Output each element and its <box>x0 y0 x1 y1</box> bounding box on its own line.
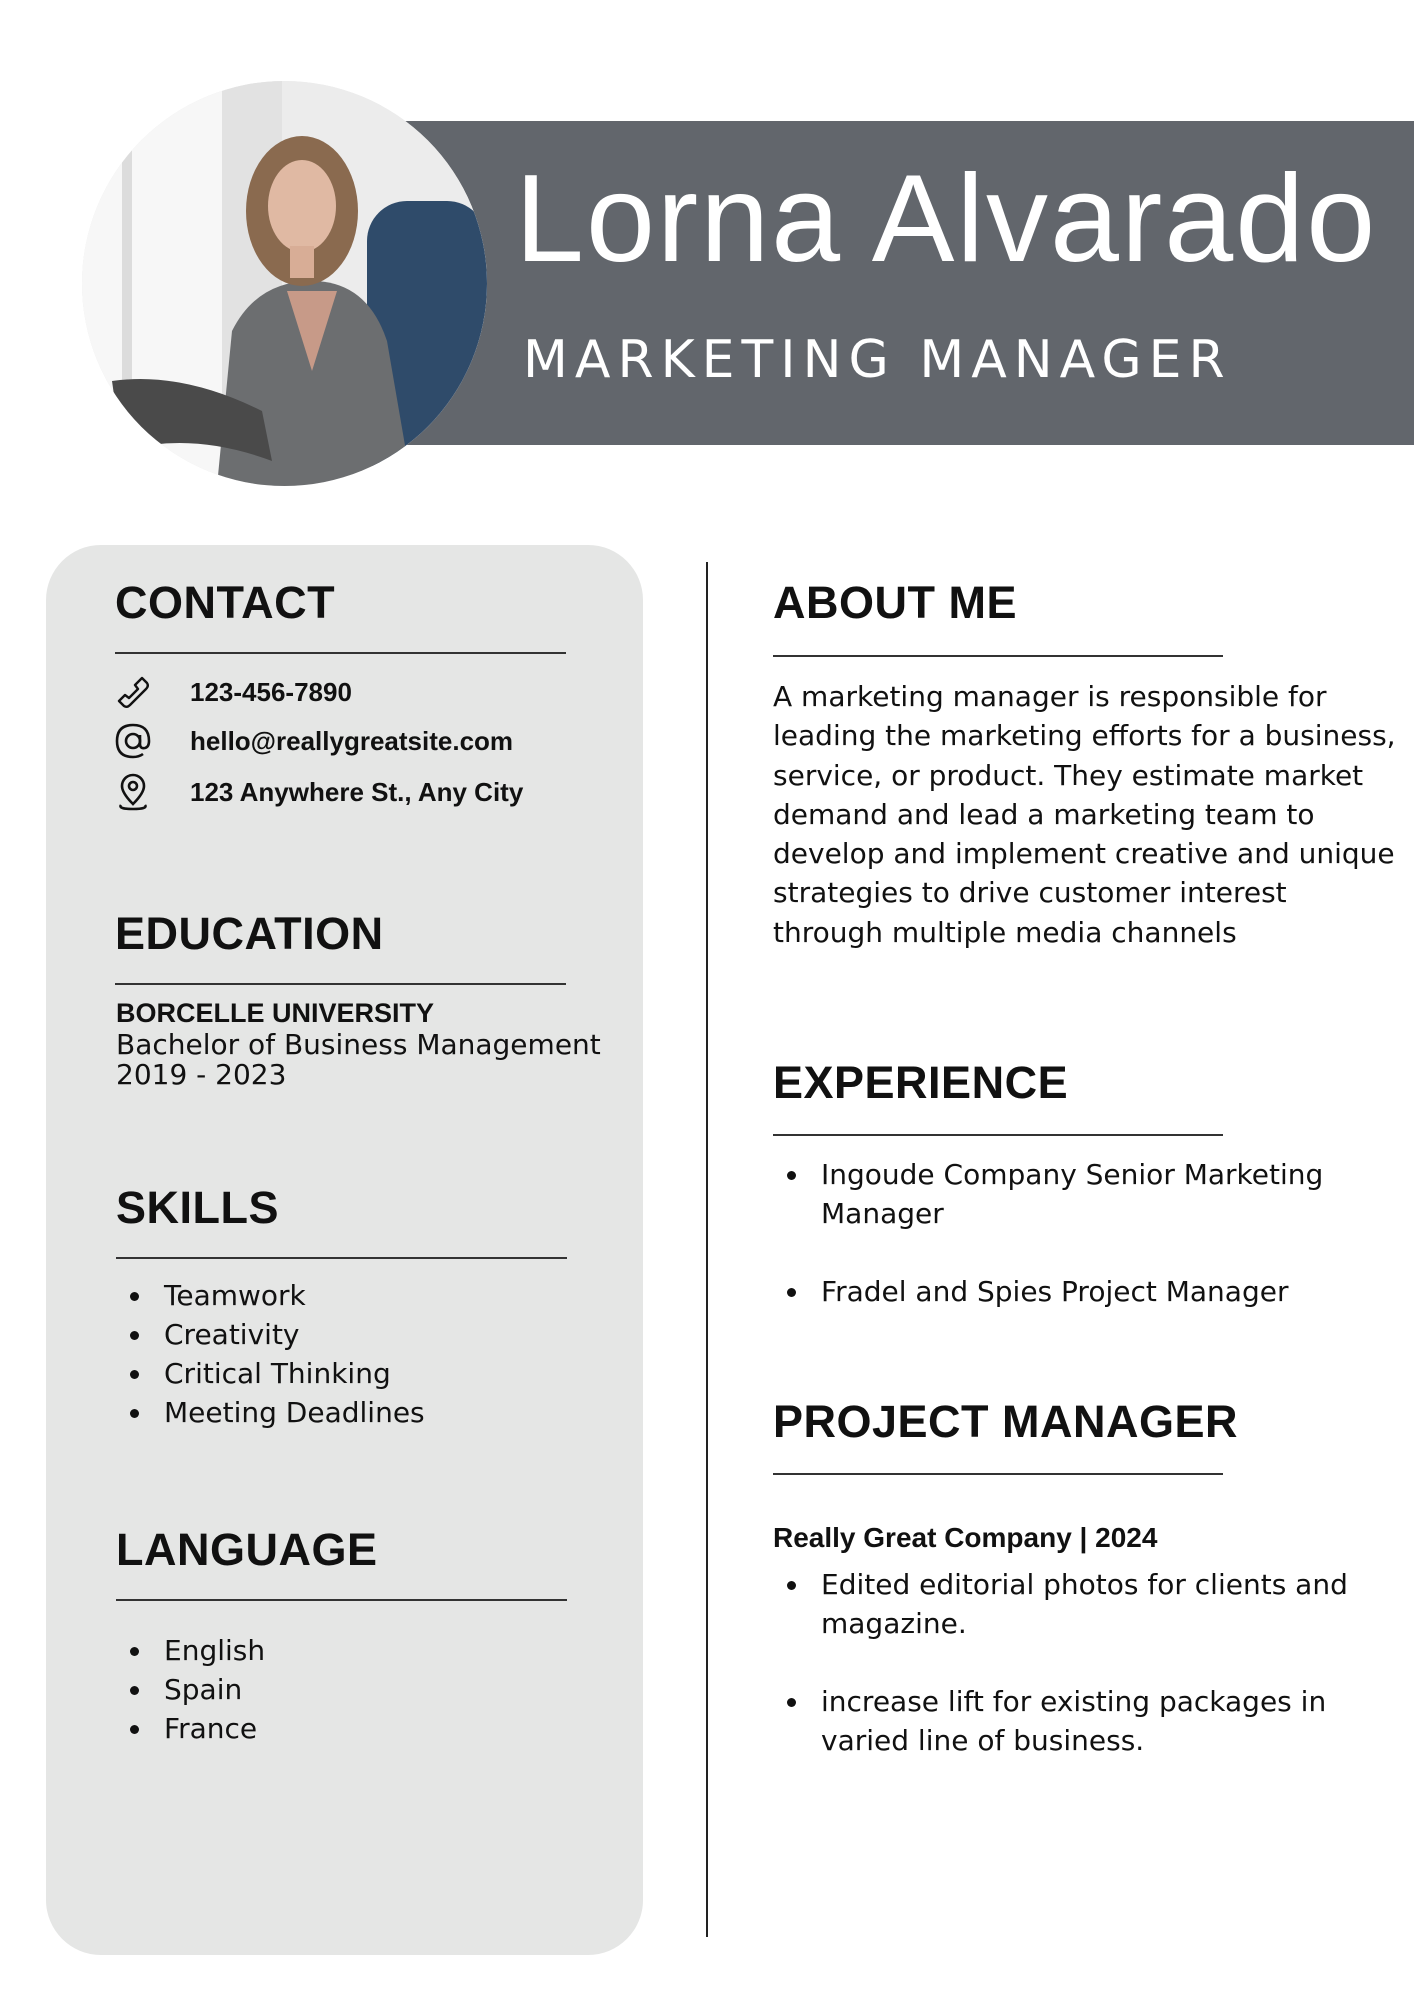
at-sign-icon <box>111 719 155 763</box>
contact-phone-row <box>111 670 352 714</box>
contact-address-row <box>111 770 523 814</box>
education-years: 2019 - 2023 <box>116 1058 287 1091</box>
profile-photo <box>82 81 487 486</box>
contact-divider <box>115 652 566 654</box>
about-text: A marketing manager is responsible for leading the marketing efforts for a business, service, or product. They estimate market demand and lead a marketing team to develop and implement creative and unique strategies to drive customer interest through multiple media channels <box>773 680 1396 949</box>
skills-heading: SKILLS <box>116 1182 280 1233</box>
contact-heading: CONTACT <box>115 577 336 628</box>
list-item: Ingoude Company Senior Marketing Manager <box>773 1155 1373 1233</box>
contact-phone-text: 123-456-7890 <box>190 676 352 707</box>
experience-heading: EXPERIENCE <box>773 1057 1069 1108</box>
contact-email-text: hello@reallygreatsite.com <box>190 725 514 756</box>
location-pin-icon <box>111 770 155 814</box>
person-name: Lorna Alvarado <box>515 150 1378 288</box>
about-divider <box>773 655 1223 657</box>
language-list <box>116 1631 265 1748</box>
education-heading: EDUCATION <box>115 908 384 959</box>
about-heading: ABOUT ME <box>773 577 1017 628</box>
project-company: Really Great Company | 2024 <box>773 1522 1158 1553</box>
contact-email-row <box>111 719 513 763</box>
experience-divider <box>773 1134 1223 1136</box>
list-item: Edited editorial photos for clients and magazine. <box>773 1565 1373 1643</box>
list-item: Critical Thinking <box>116 1354 425 1393</box>
list-item: Spain <box>116 1670 265 1709</box>
education-divider <box>115 983 566 985</box>
contact-address-text: 123 Anywhere St., Any City <box>190 776 524 807</box>
project-list <box>773 1565 1373 1760</box>
list-item: Creativity <box>116 1315 425 1354</box>
column-divider <box>706 562 708 1937</box>
list-item: Fradel and Spies Project Manager <box>773 1272 1373 1311</box>
phone-icon <box>111 670 155 714</box>
list-item: increase lift for existing packages in varied line of business. <box>773 1682 1373 1760</box>
education-school: BORCELLE UNIVERSITY <box>116 998 435 1028</box>
skills-list <box>116 1276 425 1432</box>
project-divider <box>773 1473 1223 1475</box>
language-heading: LANGUAGE <box>116 1524 378 1575</box>
skills-divider <box>116 1257 567 1259</box>
list-item: Meeting Deadlines <box>116 1393 425 1432</box>
education-degree: Bachelor of Business Management <box>116 1028 601 1061</box>
job-title: MARKETING MANAGER <box>523 330 1232 390</box>
language-divider <box>116 1599 567 1601</box>
list-item: Teamwork <box>116 1276 425 1315</box>
project-heading: PROJECT MANAGER <box>773 1396 1239 1447</box>
list-item: English <box>116 1631 265 1670</box>
list-item: France <box>116 1709 265 1748</box>
experience-list <box>773 1155 1373 1311</box>
